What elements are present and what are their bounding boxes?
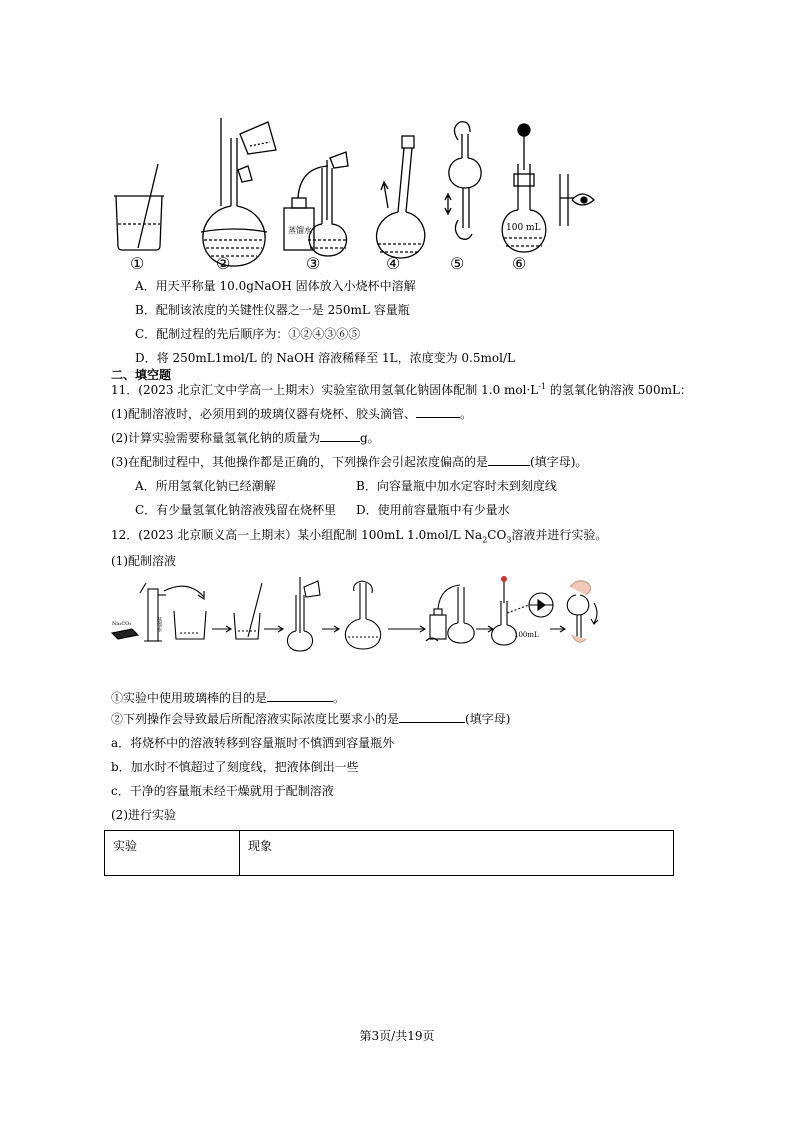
inverting-flask-drawing — [445, 122, 481, 240]
table-header-experiment: 实验 — [105, 831, 240, 876]
answer-blank[interactable] — [320, 429, 360, 442]
shaking-flask-drawing — [377, 136, 425, 258]
q11-option-c: C．有少量氢氧化钠溶液残留在烧杯里 — [135, 503, 337, 517]
flask-volume-label: 100 mL — [506, 223, 541, 233]
volumetric-flask-pour-drawing — [201, 118, 276, 266]
apparatus-figure-2 — [108, 573, 608, 653]
q12-option-c: c．干净的容量瓶未经干燥就用于配制溶液 — [111, 784, 334, 798]
beaker-with-rod-drawing — [114, 164, 164, 250]
q11-part3: (3)在配制过程中，其他操作都是正确的，下列操作会引起浓度偏高的是 (填字母)。 — [111, 455, 588, 469]
answer-blank[interactable] — [416, 405, 460, 418]
q12-option-a: a．将烧杯中的溶液转移到容量瓶时不慎洒到容量瓶外 — [111, 736, 395, 750]
q12-sub1-q2: ②下列操作会导致最后所配溶液实际浓度比要求小的是 (填字母) — [111, 712, 511, 726]
q10-option-c: C．配制过程的先后顺序为：①②④③⑥⑤ — [135, 327, 361, 341]
table-header-phenomenon: 现象 — [240, 831, 674, 876]
answer-blank[interactable] — [399, 710, 465, 723]
section-title: 二、填空题 — [111, 368, 172, 382]
answer-blank[interactable] — [488, 453, 530, 466]
q10-option-b: B．配制该浓度的关键性仪器之一是 250mL 容量瓶 — [135, 303, 410, 317]
bottle-label: 蒸馏水 — [288, 226, 312, 235]
q12-stem: 12．(2023 北京顺义高一上期末）某小组配制 100mL 1.0mol/L $Na_2CO_3$溶液并进行实验。 — [111, 528, 608, 545]
q12-sub2: (2)进行实验 — [111, 808, 176, 822]
answer-blank[interactable] — [267, 689, 333, 702]
q11-part1: (1)配制溶液时，必须用到的玻璃仪器有烧杯、胶头滴管、 。 — [111, 407, 473, 421]
q11-option-b: B．向容量瓶中加水定容时未到刻度线 — [356, 479, 557, 493]
q10-option-a: A．用天平称量 10.0gNaOH 固体放入小烧杯中溶解 — [135, 279, 416, 293]
q12-sub1: (1)配制溶液 — [111, 554, 176, 568]
q11-option-d: D．使用前容量瓶中有少量水 — [356, 503, 510, 517]
step-label-6: ⑥ — [512, 254, 527, 273]
q12-option-b: b．加水时不慎超过了刻度线，把液体倒出一些 — [111, 760, 359, 774]
q10-option-d: D．将 250mL1mol/L 的 NaOH 溶液稀释至 1L，浓度变为 0.5mol/L — [135, 351, 515, 365]
step-label-3: ③ — [306, 254, 321, 273]
experiment-table — [104, 830, 674, 876]
na2co3-label: Na₂CO₃ — [112, 621, 132, 627]
bottle-label: 蒸馏水 — [156, 617, 162, 632]
wash-bottle-flask-drawing — [284, 152, 348, 256]
q11-stem: 11．(2023 北京汇文中学高一上期末）实验室欲用氢氧化钠固体配制 1.0 $mol\cdot L^{-1}$ 的氢氧化钠溶液 500mL： — [111, 382, 692, 397]
q12-sub1-q1: ①实验中使用玻璃棒的目的是 。 — [111, 691, 346, 705]
table-row — [105, 831, 674, 876]
step-label-2: ② — [216, 254, 231, 273]
flask-volume-label: 100mL — [514, 631, 539, 639]
q11-option-a: A．所用氢氧化钠已经潮解 — [135, 479, 276, 493]
apparatus-figure-1 — [108, 108, 608, 273]
step-label-5: ⑤ — [450, 254, 465, 273]
step-label-4: ④ — [386, 254, 401, 273]
step-label-1: ① — [130, 254, 145, 273]
page-footer: 第3页/共19页 — [359, 1029, 435, 1043]
q11-part2: (2)计算实验需要称量氢氧化钠的质量为 g。 — [111, 431, 380, 445]
